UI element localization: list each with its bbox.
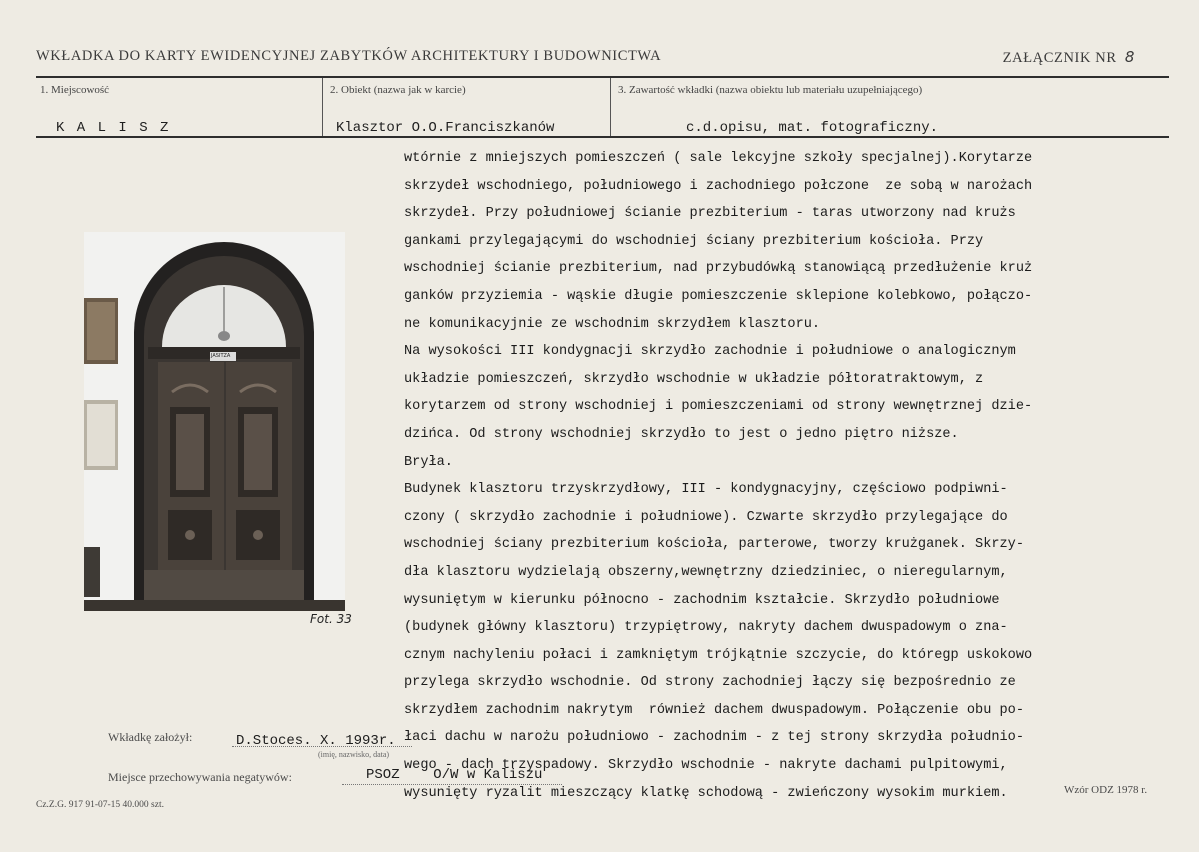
header-rule-bottom — [36, 136, 1169, 138]
text-line: korytarzem od strony wschodniej i pomieszczeniami od strony wewnętrznej dzie- — [404, 399, 1033, 415]
text-line: czony ( skrzydło zachodnie i południowe). Czwarte skrzydło przylegające do — [404, 509, 1008, 525]
text-line: skrzydłem zachodnim nakrytym również dachem dwuspadowym. Połączenie obu po- — [404, 702, 1024, 718]
storage-label: Miejsce przechowywania negatywów: — [108, 770, 292, 784]
storage-dotted-line — [342, 784, 562, 785]
text-line: ne komunikacyjnie ze wschodnim skrzydłem klasztoru. — [404, 316, 821, 332]
text-line: (budynek główny klasztoru) trzypiętrowy, nakryty dachem dwuspadowym o zna- — [404, 620, 1008, 636]
field-value-contents: c.d.opisu, mat. fotograficzny. — [686, 120, 939, 136]
text-line: wego - dach trzyspadowy. Skrzydło wschodnie - nakryte dachami pulpitowymi, — [404, 758, 1008, 774]
field-value-locality: K A L I S Z — [56, 120, 171, 136]
text-line: Budynek klasztoru trzyskrzydłowy, III - kondygnacyjny, częściowo podpiwni- — [404, 482, 1008, 498]
text-line: wysuniętym w kierunku północno - zachodnim kształcie. Skrzydło południowe — [404, 592, 1000, 608]
author-hint: (imię, nazwisko, data) — [318, 750, 390, 759]
field-label-object: 2. Obiekt (nazwa jak w karcie) — [330, 84, 466, 96]
field-divider-1 — [322, 78, 323, 136]
text-line: wschodniej ścianie prezbiterium, nad przybudówką stanowiącą przedłużenie kruż — [404, 261, 1033, 277]
text-line: wtórnie z mniejszych pomieszczeń ( sale lekcyjne szkoły specjalnej).Korytarze — [404, 151, 1033, 166]
door-photo-image — [84, 232, 345, 611]
text-line: cznym nachyleniu połaci i zamkniętym trójkątnie szczycie, do któregp uskokowo — [404, 647, 1033, 663]
field-label-locality: 1. Miejscowość — [40, 84, 110, 96]
author-value: D.Stoces. X. 1993r. — [236, 733, 396, 749]
text-line: układzie pomieszczeń, skrzydło wschodnie w układzie półtoratraktowym, z — [404, 371, 984, 387]
field-label-contents: 3. Zawartość wkładki (nazwa obiektu lub materiału uzupełniającego) — [618, 84, 923, 96]
text-line: łaci dachu w narożu południowo - zachodnim - z tej strony skrzydła południo- — [404, 730, 1024, 746]
storage-value: PSOZ O/W w Kaliszu — [366, 767, 543, 783]
text-line: skrzydeł wschodniego, południowego i zachodniego połczone ze sobą w narożach — [404, 178, 1033, 194]
door-photo — [84, 232, 345, 611]
text-line: dła klasztoru wydzielają obszerny,wewnętrzny dziedziniec, o nieregularnym, — [404, 564, 1008, 580]
text-line: wysunięty ryzalit mieszczący klatkę schodową - zwieńczony wysokim murkiem. — [404, 785, 1008, 801]
text-line: ganków przyziemia - wąskie długie pomieszczenie sklepione kolebkowo, połączo- — [404, 288, 1033, 304]
print-info: Cz.Z.G. 917 91-07-15 40.000 szt. — [36, 800, 164, 810]
field-divider-2 — [610, 78, 611, 136]
attachment-number — [1003, 48, 1135, 67]
form-model: Wzór ODZ 1978 r. — [1064, 784, 1148, 796]
door-sign-label: JASITZA — [211, 353, 231, 359]
section-heading: Bryła. — [404, 454, 453, 470]
text-line: gankami przylegającymi do wschodniej ściany prezbiterium kościoła. Przy — [404, 233, 984, 249]
text-line: skrzydeł. Przy południowej ścianie prezbiterium - taras utworzony nad krużs — [404, 206, 1016, 222]
attachment-label: ZAŁĄCZNIK NR — [1002, 50, 1117, 66]
author-label: Wkładkę założył: — [108, 730, 193, 744]
text-line: wschodniej ściany prezbiterium kościoła, parterowe, tworzy krużganek. Skrzy- — [404, 537, 1024, 553]
text-line: dzińca. Od strony wschodniej skrzydło to jest o jedno piętro niższe. — [404, 426, 959, 442]
attachment-number-value: 8 — [1124, 48, 1135, 66]
description-text — [404, 145, 1180, 807]
header-rule-top — [36, 76, 1169, 78]
text-line: Na wysokości III kondygnacji skrzydło zachodnie i południowe o analogicznym — [404, 344, 1016, 360]
photo-caption: Fot. 33 — [310, 612, 352, 626]
field-value-object: Klasztor O.O.Franciszkanów — [336, 120, 555, 136]
form-title: WKŁADKA DO KARTY EWIDENCYJNEJ ZABYTKÓW ARCHITEKTURY I BUDOWNICTWA — [36, 48, 662, 64]
text-line: przylega skrzydło wschodnie. Od strony zachodniej łączy się bezpośrednio ze — [404, 675, 1016, 691]
